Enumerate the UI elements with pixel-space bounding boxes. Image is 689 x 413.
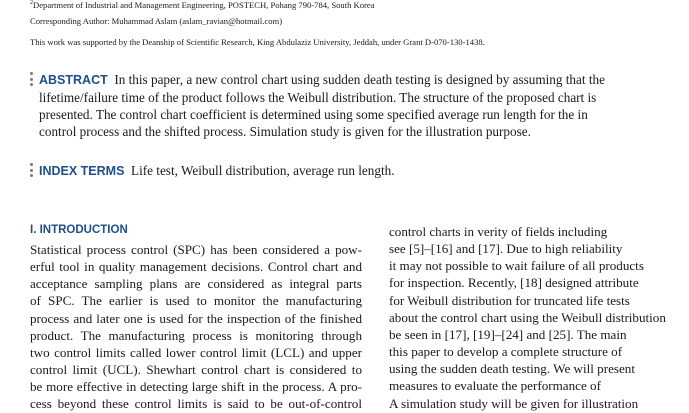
intro-right-line: for Weibull distribution for truncated life tests <box>389 292 630 308</box>
intro-left-column <box>30 241 362 413</box>
affiliation-superscript: 2 <box>30 0 33 6</box>
abstract-line-2: lifetime/failure time of the product follows the Weibull distribution. The structure of the proposed chart is <box>39 90 597 105</box>
intro-right-line: this paper to develop a complete structure of <box>389 344 623 360</box>
intro-left-line: Statistical process control (SPC) has been considered a pow- <box>30 242 362 257</box>
intro-right-line: control charts in verity of fields including <box>389 224 608 239</box>
affiliation-text: Department of Industrial and Management Engineering, POSTECH, Pohang 790-784, South Korea <box>33 0 375 10</box>
intro-left-line: erful tool in quality management decisions. Control chart and <box>30 259 362 275</box>
index-terms-text: Life test, Weibull distribution, average run length. <box>131 163 395 178</box>
section-heading-introduction: I. INTRODUCTION <box>30 224 128 236</box>
index-terms-label: INDEX TERMS <box>39 164 125 178</box>
intro-right-column <box>389 223 689 412</box>
intro-right-line: measures to evaluate the performance of <box>389 378 601 394</box>
abstract-line-3: presented. The control chart coefficient is determined using some specified average run length for the in <box>39 107 588 122</box>
intro-right-line: A simulation study will be given for illustration <box>389 395 639 411</box>
intro-left-line: two control limits called lower control limit (LCL) and upper <box>30 344 362 360</box>
intro-right-line: for inspection. Recently, [18] designed attribute <box>389 275 639 291</box>
intro-right-line: it may not possible to wait failure of all products <box>389 258 644 274</box>
intro-left-line: of SPC. The earlier is used to monitor the manufacturing <box>30 293 362 309</box>
intro-right-line: see [5]–[16] and [17]. Due to high reliability <box>389 241 623 257</box>
abstract-text-1: In this paper, a new control chart using sudden death testing is designed by assuming that the <box>114 72 605 87</box>
intro-right-line: using the sudden death testing. We will present <box>389 361 635 377</box>
intro-left-line: acceptance sampling plans are considered as integral parts <box>30 276 362 292</box>
abstract-line-4: control process and the shifted process. Simulation study is given for the illustration purpose. <box>39 124 531 139</box>
index-terms <box>39 162 395 180</box>
intro-right-line: be seen in [17], [19]–[24] and [25]. The main <box>389 326 627 342</box>
intro-left-line: control limit (UCL). Shewhart control chart is considered to <box>30 362 362 378</box>
abstract-block <box>39 71 639 140</box>
affiliation-line <box>30 0 375 10</box>
intro-left-line: cess beyond these control limits is said to be out-of-control <box>30 396 362 412</box>
abstract-line-1 <box>39 71 639 89</box>
abstract-marker-icon <box>30 72 33 86</box>
intro-right-line: about the control chart using the Weibull distribution <box>389 309 666 325</box>
index-terms-marker-icon <box>30 163 33 177</box>
abstract-label: ABSTRACT <box>39 73 108 87</box>
intro-left-line: be more effective in detecting large shift in the process. A pro- <box>30 379 362 395</box>
intro-left-line: product. The manufacturing process is monitoring through <box>30 327 362 343</box>
intro-left-line: process and later one is used for the inspection of the finished <box>30 310 362 326</box>
corresponding-author: Corresponding Author: Muhammad Aslam (aslam_ravian@hotmail.com) <box>30 16 283 26</box>
funding-note: This work was supported by the Deanship of Scientific Research, King Abdulaziz University, Jeddah, under Grant D-070-130-1438. <box>30 37 485 47</box>
